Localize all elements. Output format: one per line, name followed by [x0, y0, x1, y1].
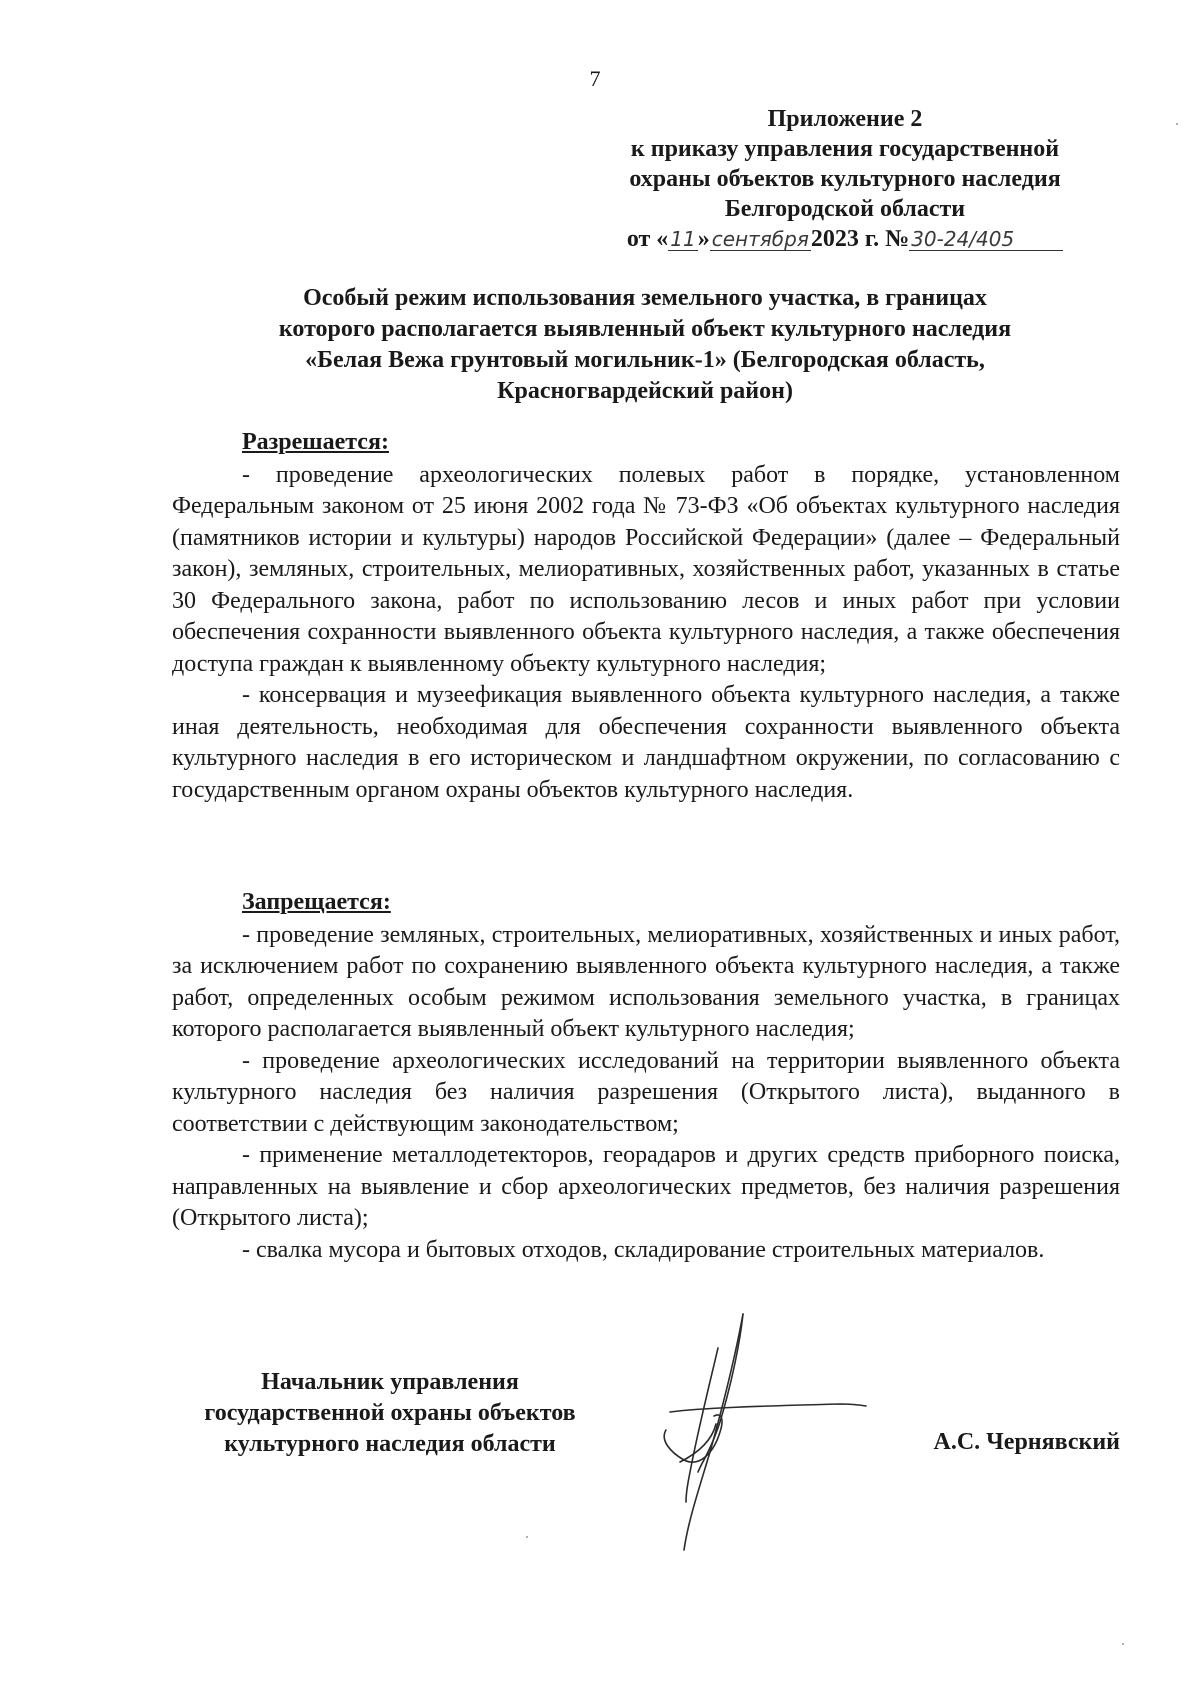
- signer-position: [170, 1367, 610, 1460]
- order-prefix: от «: [626, 226, 669, 252]
- appendix-line-3: охраны объектов культурного наследия: [629, 166, 1061, 192]
- document-title: [170, 283, 1120, 407]
- forbidden-section: [172, 887, 1120, 1266]
- appendix-line-4: Белгородской области: [724, 196, 966, 222]
- scan-speck: [1122, 1643, 1124, 1645]
- signer-position-line-3: культурного наследия области: [224, 1431, 556, 1457]
- signer-name: А.С. Чернявский: [933, 1429, 1120, 1455]
- signer-position-line-2: государственной охраны объектов: [204, 1400, 576, 1426]
- forbidden-item: - проведение земляных, строительных, мелиоративных, хозяйственных и иных работ, за исключением работ по сохранению выявленного объекта культурного наследия, а также работ, определенных особым режимом использования земельного участка, в границах которого располагается выявленный объект культурного наследия;: [172, 921, 1120, 1042]
- order-day: 11: [670, 227, 696, 251]
- allowed-item: - проведение археологических полевых работ в порядке, установленном Федеральным законом от 25 июня 2002 года № 73-ФЗ «Об объектах культурного наследия (памятников истории и культуры) народов Российской Федерации» (далее – Федеральный закон), земляных, строительных, мелиоративных, хозяйственных работ, указанных в статье 30 Федерального закона, работ по использованию лесов и иных работ при условии обеспечения сохранности выявленного объекта культурного наследия, а также обеспечения доступа граждан к выявленному объекту культурного наследия;: [172, 461, 1120, 677]
- scan-speck: [1176, 123, 1178, 125]
- allowed-heading: Разрешается:: [242, 429, 389, 455]
- scan-speck: [526, 1536, 528, 1538]
- appendix-header: [600, 104, 1090, 254]
- appendix-title: Приложение 2: [767, 106, 923, 132]
- title-line-1: Особый режим использования земельного участка, в границах: [303, 285, 987, 311]
- allowed-item: - консервация и музеефикация выявленного объекта культурного наследия, а также иная деятельность, необходимая для обеспечения сохранности выявленного объекта культурного наследия в его историческом и ландшафтном окружении, по согласованию с государственным органом охраны объектов культурного наследия.: [172, 682, 1120, 803]
- order-year: 2023 г. №: [810, 226, 910, 252]
- allowed-section: [172, 427, 1120, 806]
- forbidden-heading: Запрещается:: [242, 889, 391, 915]
- signer-position-line-1: Начальник управления: [261, 1369, 519, 1395]
- handwritten-signature: [640, 1312, 880, 1552]
- forbidden-item: - свалка мусора и бытовых отходов, складирование строительных материалов.: [242, 1236, 1045, 1263]
- forbidden-item: - применение металлодетекторов, георадаров и других средств приборного поиска, направленных на выявление и сбор археологических предметов, без наличия разрешения (Открытого листа);: [172, 1142, 1120, 1231]
- title-line-4: Красногвардейский район): [497, 378, 793, 404]
- order-month: сентября: [711, 227, 809, 251]
- appendix-line-2: к приказу управления государственной: [630, 136, 1060, 162]
- order-number: 30-24/405: [909, 228, 1063, 251]
- order-date-number: [600, 224, 1090, 254]
- page-number: 7: [589, 66, 601, 91]
- forbidden-item: - проведение археологических исследований на территории выявленного объекта культурного наследия без наличия разрешения (Открытого листа), выданного в соответствии с действующим законодательством;: [172, 1047, 1120, 1137]
- title-line-3: «Белая Вежа грунтовый могильник-1» (Белгородская область,: [305, 347, 985, 373]
- title-line-2: которого располагается выявленный объект культурного наследия: [278, 316, 1012, 342]
- order-quote-close: »: [697, 226, 710, 252]
